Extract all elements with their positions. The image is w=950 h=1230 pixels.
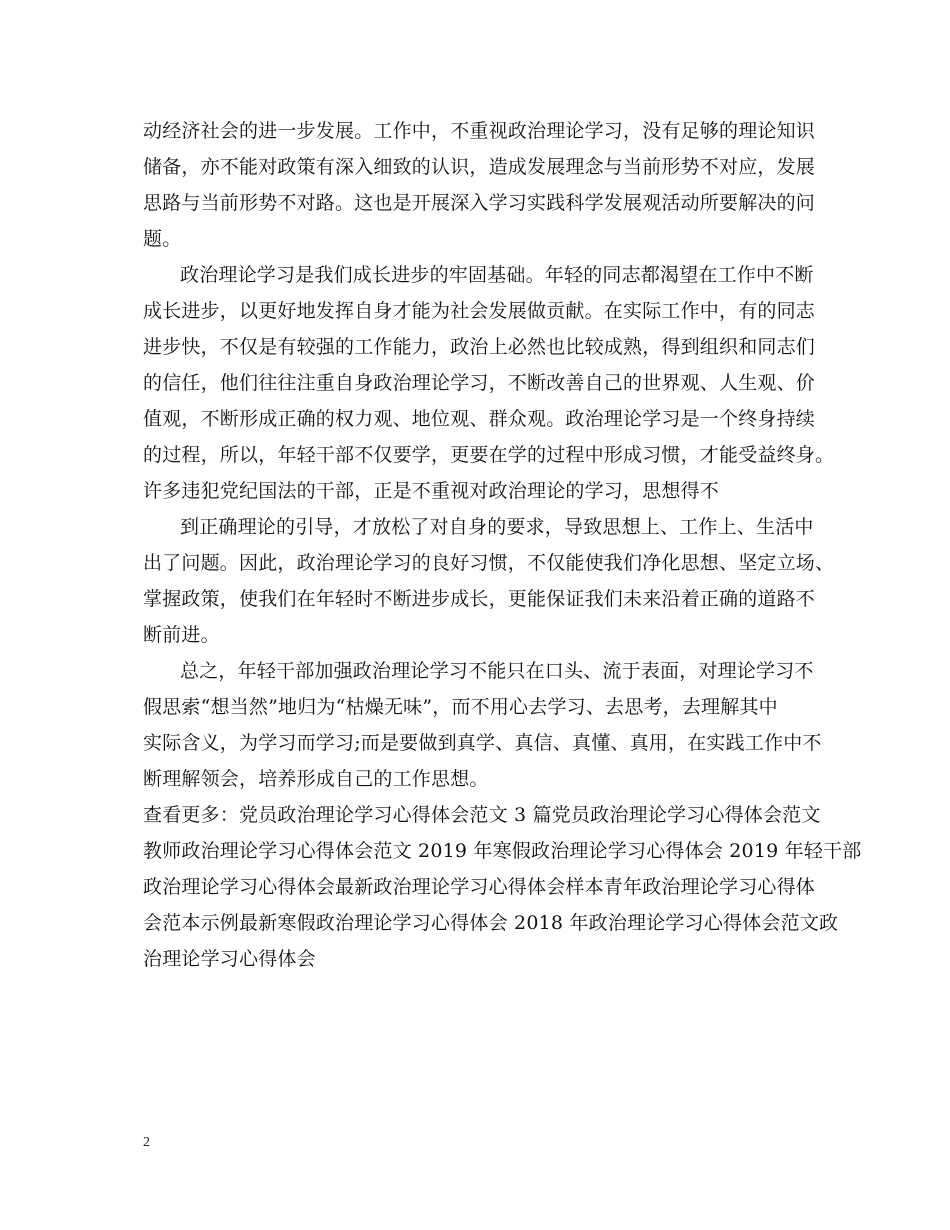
text-line: 储备，亦不能对政策有深入细致的认识，造成发展理念与当前形势不对应，发展 xyxy=(143,156,816,178)
text-line: 许多违犯党纪国法的干部，正是不重视对政治理论的学习，思想得不 xyxy=(143,480,720,502)
text-line: 成长进步，以更好地发挥自身才能为社会发展做贡献。在实际工作中，有的同志 xyxy=(143,300,816,322)
text-line: 断理解领会，培养形成自己的工作思想。 xyxy=(143,768,489,790)
text-line: 假思索“想当然”地归为“枯燥无味”，而不用心去学习、去思考，去理解其中 xyxy=(143,696,778,718)
text-line: 的信任，他们往往注重自身政治理论学习，不断改善自己的世界观、人生观、价 xyxy=(143,372,816,394)
text-line: 动经济社会的进一步发展。工作中，不重视政治理论学习，没有足够的理论知识 xyxy=(143,120,816,142)
text-line: 治理论学习心得体会 xyxy=(143,948,316,970)
see-more-line: 查看更多：党员政治理论学习心得体会范文 3 篇党员政治理论学习心得体会范文 xyxy=(143,804,821,826)
text-line: 实际含义，为学习而学习;而是要做到真学、真信、真懂、真用，在实践工作中不 xyxy=(143,732,822,754)
text-line: 值观，不断形成正确的权力观、地位观、群众观。政治理论学习是一个终身持续 xyxy=(143,408,816,430)
text-line: 题。 xyxy=(143,228,182,250)
paragraph-first-line: 政治理论学习是我们成长进步的牢固基础。年轻的同志都渴望在工作中不断 xyxy=(180,264,814,286)
paragraph-first-line: 到正确理论的引导，才放松了对自身的要求，导致思想上、工作上、生活中 xyxy=(180,516,814,538)
text-line: 出了问题。因此，政治理论学习的良好习惯，不仅能使我们净化思想、坚定立场、 xyxy=(143,552,835,574)
text-line: 进步快，不仅是有较强的工作能力，政治上必然也比较成熟，得到组织和同志们 xyxy=(143,336,816,358)
text-line: 会范本示例最新寒假政治理论学习心得体会 2018 年政治理论学习心得体会范文政 xyxy=(143,912,839,934)
text-line: 教师政治理论学习心得体会范文 2019 年寒假政治理论学习心得体会 2019 年轻干部 xyxy=(143,840,862,862)
text-line: 思路与当前形势不对路。这也是开展深入学习实践科学发展观活动所要解决的问 xyxy=(143,192,816,214)
text-line: 的过程，所以，年轻干部不仅要学，更要在学的过程中形成习惯，才能受益终身。 xyxy=(143,444,835,466)
text-line: 掌握政策，使我们在年轻时不断进步成长，更能保证我们未来沿着正确的道路不 xyxy=(143,588,816,610)
text-line: 断前进。 xyxy=(143,624,220,646)
text-line: 政治理论学习心得体会最新政治理论学习心得体会样本青年政治理论学习心得体 xyxy=(143,876,816,898)
document-body xyxy=(143,113,862,977)
paragraph-first-line: 总之，年轻干部加强政治理论学习不能只在口头、流于表面，对理论学习不 xyxy=(180,660,814,682)
page-number: 2 xyxy=(143,1135,150,1150)
